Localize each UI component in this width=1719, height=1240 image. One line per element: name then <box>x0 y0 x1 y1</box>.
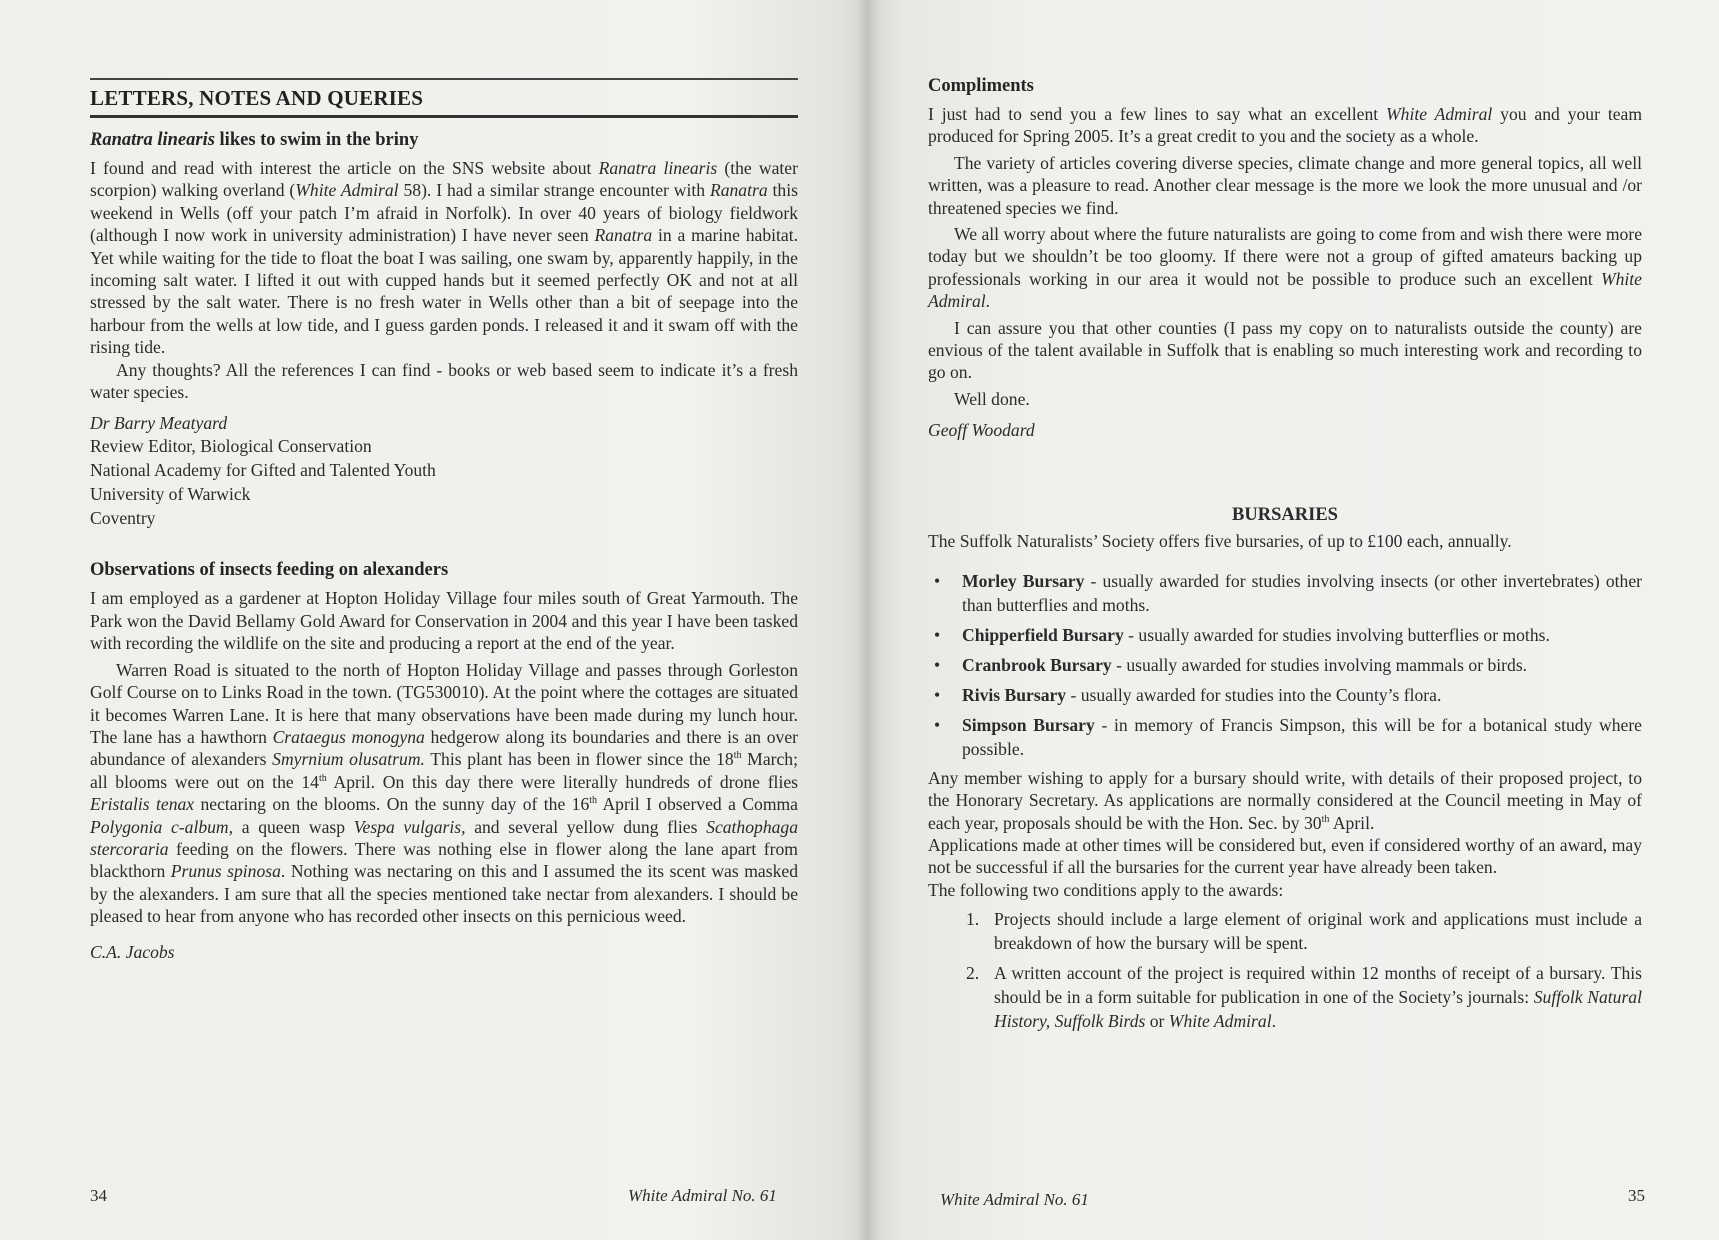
bullet: • <box>934 570 941 591</box>
journal-footer-left: White Admiral No. 61 <box>628 1186 777 1205</box>
bullet: • <box>934 624 941 645</box>
address-line: National Academy for Gifted and Talented Youth <box>90 460 436 481</box>
signature-woodard: Geoff Woodard <box>928 420 1035 441</box>
list-item: • Cranbrook Bursary - usually awarded for studies involving mammals or birds. <box>934 654 1528 675</box>
bullet: • <box>934 684 941 705</box>
left-column <box>90 78 798 963</box>
compliments-title: Compliments <box>928 76 1034 96</box>
bursaries-intro: The Suffolk Naturalists’ Society offers five bursaries, of up to £100 each, annually. <box>928 531 1512 552</box>
alexanders-paragraph-1: I am employed as a gardener at Hopton Holiday Village four miles south of Great Yarmouth. The Park won the David Bellamy Gold Award for Conservation in 2004 and this year I have been tasked with recording the wildlife on the site and producing a report at the end of the year. <box>90 588 798 654</box>
section-title: LETTERS, NOTES AND QUERIES <box>90 86 424 110</box>
alexanders-paragraph-2: Warren Road is situated to the north of Hopton Holiday Village and passes through Gorleston Golf Course on to Links Road in the town. (TG530010). At the point where the cottages are situated it becomes Warren Lane. It is here that many observations have been made during my lunch hour. The lane has a hawthorn Crataegus monogyna hedgerow along its boundaries and there is an over abundance of alexanders Smyrnium olusatrum. This plant has been in flower since the 18th March; all blooms were out on the 14th April. On this day there were literally hundreds of drone flies Eristalis tenax nectaring on the blooms. On the sunny day of the 16th April I observed a Comma Polygonia c-album, a queen wasp Vespa vulgaris, and several yellow dung flies Scathophaga stercoraria feeding on the flowers. There was nothing else in flower along the lane apart from blackthorn Prunus spinosa. Nothing was nectaring on this and I assumed the its scent was masked by the alexanders. I am sure that all the species mentioned take nectar from alexanders. I should be pleased to hear from anyone who has recorded other insects on this pernicious weed. <box>90 659 799 927</box>
title-rule <box>90 115 798 118</box>
bursaries-heading: BURSARIES <box>1232 505 1338 526</box>
signature-jacobs: C.A. Jacobs <box>90 941 175 962</box>
ranatra-paragraph-2: Any thoughts? All the references I can find - books or web based seem to indicate it’s a fresh water species. <box>90 359 798 403</box>
conditions-list <box>928 907 1642 1033</box>
compliments-paragraph-1: I just had to send you a few lines to say what an excellent White Admiral you and your team produced for Spring 2005. It’s a great credit to you and the society as a whole. <box>928 104 1643 147</box>
compliments-paragraph-4: I can assure you that other counties (I pass my copy on to naturalists outside the county) are envious of the talent available in Suffolk that is enabling so much interesting work and recording to go on. <box>928 317 1642 383</box>
bursary-list <box>928 569 1642 761</box>
address-line: Coventry <box>90 508 156 529</box>
conditions-intro: The following two conditions apply to the awards: <box>928 879 1284 900</box>
signature-meatyard: Dr Barry Meatyard <box>90 413 228 434</box>
book-spine-shadow <box>858 0 878 1240</box>
list-item: • Chipperfield Bursary - usually awarded for studies involving butterflies or moths. <box>934 624 1550 645</box>
compliments-paragraph-5: Well done. <box>954 388 1030 409</box>
page-number-right: 35 <box>1628 1186 1645 1205</box>
list-item: 1. Projects should include a large element of original work and applications must include a breakdown of how the bursary will be spent. <box>966 909 1642 954</box>
address-line: University of Warwick <box>90 484 251 505</box>
address-block <box>90 434 798 530</box>
list-item: • Morley Bursary - usually awarded for studies involving insects (or other invertebrates) other than butterflies and moths. <box>934 570 1642 615</box>
right-column <box>928 76 1642 1039</box>
other-times-paragraph: Applications made at other times will be considered but, even if considered worthy of an award, may not be successful if all the bursaries for the current year have already been taken. <box>928 834 1642 878</box>
address-line: Review Editor, Biological Conservation <box>90 436 372 457</box>
list-item: • Rivis Bursary - usually awarded for studies into the County’s flora. <box>934 684 1442 705</box>
list-item: 2. A written account of the project is required within 12 months of receipt of a bursary. This should be in a form suitable for publication in one of the Society’s journals: Suffolk Natural History, Suffolk Birds or White Admiral. <box>966 963 1642 1032</box>
list-item: • Simpson Bursary - in memory of Francis Simpson, this will be for a botanical study where possible. <box>934 714 1642 759</box>
article-title-ranatra: Ranatra linearis likes to swim in the briny <box>90 130 419 150</box>
journal-footer-right: White Admiral No. 61 <box>940 1190 1089 1209</box>
compliments-paragraph-3: We all worry about where the future naturalists are going to come from and wish there were more today but we shouldn’t be too gloomy. If there were not a group of gifted amateurs backing up professionals working in our area it would not be possible to produce such an excellent White Admiral. <box>928 224 1642 312</box>
ranatra-paragraph-1: I found and read with interest the article on the SNS website about Ranatra linearis (the water scorpion) walking overland (White Admiral 58). I had a similar strange encounter with Ranatra this weekend in Wells (off your patch I’m afraid in Norfolk). In over 40 years of biology fieldwork (although I now work in university administration) I have never seen Ranatra in a marine habitat. Yet while waiting for the tide to float the boat I was sailing, one swam by, apparently happily, in the incoming salt water. I lifted it out with cupped hands but it seemed perfectly OK and not at all stressed by the salt water. There is no fresh water in Wells other than a bit of seepage into the harbour from the wells at low tide, and I guess garden ponds. I released it and it swam off with the rising tide. <box>90 158 798 358</box>
condition-number: 1. <box>966 909 980 930</box>
page-number-left: 34 <box>90 1186 107 1205</box>
article-title-alexanders: Observations of insects feeding on alexanders <box>90 560 449 581</box>
bullet: • <box>934 654 941 675</box>
condition-number: 2. <box>966 963 980 984</box>
compliments-paragraph-2: The variety of articles covering diverse species, climate change and more general topics, all well written, was a pleasure to read. Another clear message is the more we look the more unusual and /or threatened species we find. <box>928 152 1642 218</box>
apply-paragraph: Any member wishing to apply for a bursary should write, with details of their proposed project, to the Honorary Secretary. As applications are normally considered at the Council meeting in May of each year, proposals should be with the Hon. Sec. by 30th April. <box>928 767 1642 833</box>
bullet: • <box>934 714 941 735</box>
